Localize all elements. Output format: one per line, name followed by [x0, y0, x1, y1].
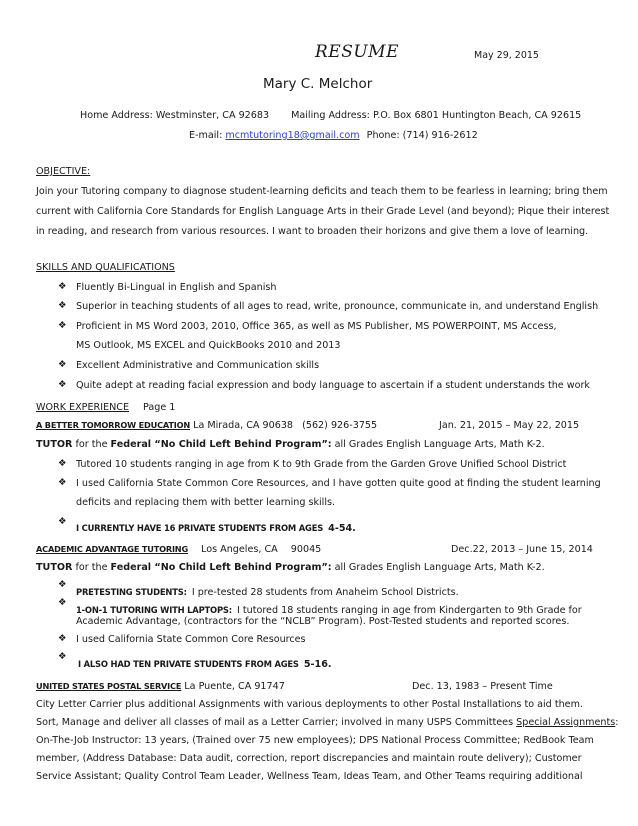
job3-header — [36, 681, 285, 692]
job1-bullet-private — [76, 516, 356, 535]
diamond-bullet-icon: ❖ — [58, 633, 67, 644]
mailing-address: Mailing Address: P.O. Box 6801 Huntington Beach, CA 92615 — [291, 110, 582, 121]
job2-program: Federal “No Child Left Behind Program”: — [110, 562, 332, 573]
job2-bullet-pretest — [76, 580, 459, 599]
address-line — [80, 110, 581, 122]
job3-line: City Letter Carrier plus additional Assignments with various deployments to other Postal Installations to aid them. — [36, 699, 583, 710]
special-assignments: Special Assignments — [516, 717, 616, 728]
job3-dates: Dec. 13, 1983 – Present Time — [412, 681, 553, 692]
objective-heading: OBJECTIVE: — [36, 166, 91, 177]
job2-grades: all Grades English Language Arts, Math K-2. — [334, 562, 545, 573]
job1-program: Federal “No Child Left Behind Program”: — [110, 439, 332, 450]
job1-title — [36, 439, 545, 450]
page-number: Page 1 — [143, 402, 176, 413]
job2-private-ages: 5-16. — [303, 659, 332, 670]
job1-grades: all Grades English Language Arts, Math K-2. — [334, 439, 545, 450]
job1-role: TUTOR — [36, 439, 73, 450]
diamond-bullet-icon: ❖ — [58, 300, 67, 311]
diamond-bullet-icon: ❖ — [58, 379, 67, 390]
email-link[interactable]: mcmtutoring18@gmail.com — [225, 130, 360, 141]
diamond-bullet-icon: ❖ — [58, 281, 67, 292]
skill-item: Excellent Administrative and Communication skills — [76, 360, 320, 371]
job3-line-2 — [36, 717, 619, 728]
job2-role: TUTOR — [36, 562, 73, 573]
job3-line2-text: Sort, Manage and deliver all classes of mail as a Letter Carrier; involved in many USPS Committees — [36, 717, 514, 728]
job2-pretest-text: I pre-tested 28 students from Anaheim School Districts. — [191, 587, 459, 598]
diamond-bullet-icon: ❖ — [58, 359, 67, 370]
applicant-name: Mary C. Melchor — [263, 76, 373, 92]
work-heading-line — [36, 402, 175, 413]
resume-title: RESUME — [315, 42, 399, 62]
job2-zip: 90045 — [290, 544, 322, 555]
job2-laptops-label: 1-ON-1 TUTORING WITH LAPTOPS: — [76, 605, 232, 615]
job2-dates: Dec.22, 2013 – June 15, 2014 — [451, 544, 593, 555]
job3-line: member, (Address Database: Data audit, correction, report discrepancies and maintain route delivery); Customer — [36, 753, 582, 764]
resume-date: May 29, 2015 — [474, 50, 539, 61]
job1-dates: Jan. 21, 2015 – May 22, 2015 — [439, 420, 580, 431]
job3-location: La Puente, CA 91747 — [184, 681, 285, 692]
job3-line2-colon: : — [615, 717, 619, 728]
skill-item: Proficient in MS Word 2003, 2010, Office 365, as well as MS Publisher, MS POWERPOINT, MS Access, — [76, 321, 557, 332]
skill-item-continued: MS Outlook, MS EXCEL and QuickBooks 2010 and 2013 — [76, 340, 341, 351]
diamond-bullet-icon: ❖ — [58, 477, 67, 488]
job2-bullet-continued: Academic Advantage, (contractors for the “NCLB” Program). Post-Tested students and reported scores. — [76, 616, 570, 627]
diamond-bullet-icon: ❖ — [58, 516, 67, 527]
skill-item: Quite adept at reading facial expression and body language to ascertain if a student understands the work — [76, 380, 590, 391]
job2-header — [36, 544, 321, 555]
phone: Phone: (714) 916-2612 — [366, 130, 478, 141]
job3-line: On-The-Job Instructor: 13 years, (Trained over 75 new employees); DPS National Process Committee; RedBook Team — [36, 735, 594, 746]
job1-bullet: I used California State Common Core Resources, and I have gotten quite good at finding the student learning — [76, 478, 601, 489]
job2-title — [36, 562, 545, 573]
job1-private-students: I CURRENTLY HAVE 16 PRIVATE STUDENTS FROM AGES — [76, 523, 324, 533]
job1-company: A BETTER TOMORROW EDUCATION — [36, 420, 191, 430]
job2-bullet: I used California State Common Core Resources — [76, 634, 306, 645]
objective-line-2: current with California Core Standards for English Language Arts in their Grade Level (and beyond); Pique their interest — [36, 206, 610, 217]
job3-line: Service Assistant; Quality Control Team Leader, Wellness Team, Ideas Team, and Other Teams requiring additional — [36, 771, 583, 782]
diamond-bullet-icon: ❖ — [58, 651, 67, 662]
job2-pretest-label: PRETESTING STUDENTS: — [76, 587, 187, 597]
diamond-bullet-icon: ❖ — [58, 597, 67, 608]
job1-phone: (562) 926-3755 — [302, 420, 378, 431]
skills-heading: SKILLS AND QUALIFICATIONS — [36, 262, 175, 273]
job2-private-students: I ALSO HAD TEN PRIVATE STUDENTS FROM AGES — [78, 659, 299, 669]
skill-item: Superior in teaching students of all ages to read, write, pronounce, communicate in, and understand English — [76, 301, 599, 312]
job2-bullet-private — [78, 652, 332, 671]
objective-line-1: Join your Tutoring company to diagnose student-learning deficits and teach them to be fearless in learning; bring them — [36, 186, 608, 197]
job2-bullet-laptops — [76, 598, 582, 617]
diamond-bullet-icon: ❖ — [58, 320, 67, 331]
job1-for: for the — [75, 439, 108, 450]
objective-line-3: in reading, and research from various resources. I want to broaden their horizons and give them a love of learning. — [36, 226, 589, 237]
home-address: Home Address: Westminster, CA 92683 — [80, 110, 270, 121]
job2-laptops-text: I tutored 18 students ranging in age from Kindergarten to 9th Grade for — [236, 605, 582, 616]
job2-for: for the — [75, 562, 108, 573]
email-label: E-mail: — [189, 130, 223, 141]
job1-location: La Mirada, CA 90638 — [193, 420, 294, 431]
skill-item: Fluently Bi-Lingual in English and Spanish — [76, 282, 277, 293]
job1-header — [36, 420, 377, 431]
job1-private-ages: 4-54. — [328, 523, 356, 534]
contact-line — [189, 130, 478, 142]
work-heading: WORK EXPERIENCE — [36, 402, 130, 413]
job3-company: UNITED STATES POSTAL SERVICE — [36, 681, 182, 691]
job1-bullet-continued: deficits and replacing them with better learning skills. — [76, 497, 336, 508]
job2-company: ACADEMIC ADVANTAGE TUTORING — [36, 544, 188, 554]
job2-location: Los Angeles, CA — [201, 544, 278, 555]
diamond-bullet-icon: ❖ — [58, 579, 67, 590]
diamond-bullet-icon: ❖ — [58, 458, 67, 469]
job1-bullet: Tutored 10 students ranging in age from K to 9th Grade from the Garden Grove Unified School District — [76, 459, 567, 470]
